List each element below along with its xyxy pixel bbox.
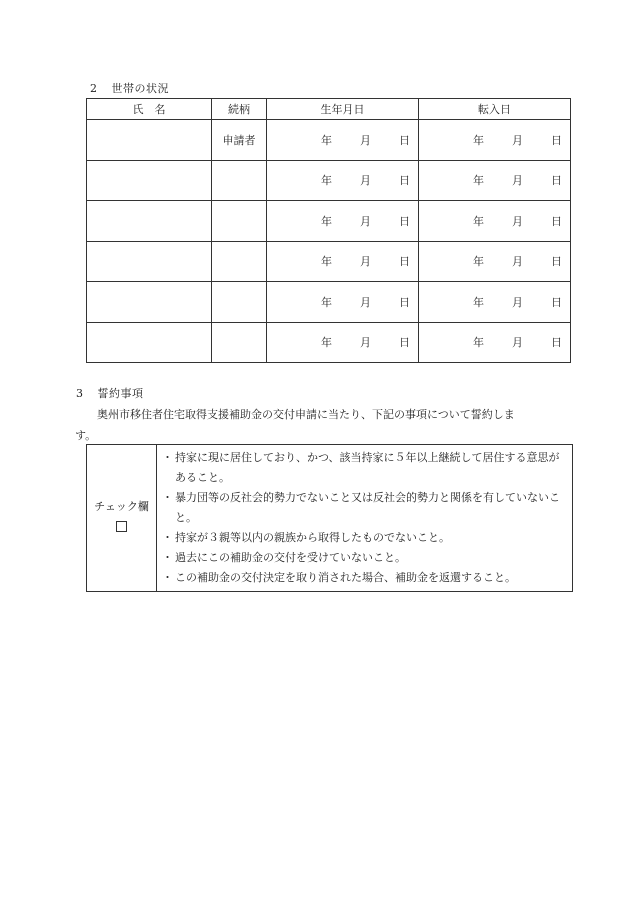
pledge-intro (75, 404, 576, 446)
list-item: ・ 暴力団等の反社会的勢力でないこと又は反社会的勢力と関係を有していないこと。 (164, 488, 565, 528)
date-unit-day: 日 (551, 214, 562, 228)
name-cell[interactable] (87, 201, 212, 242)
check-column (87, 445, 157, 592)
date-unit-year: 年 (473, 174, 484, 188)
pledge-table (86, 444, 573, 592)
section-title: 誓約事項 (97, 387, 144, 400)
move-in-date-cell[interactable] (419, 120, 571, 161)
relationship-cell[interactable] (212, 201, 267, 242)
name-cell[interactable] (87, 120, 212, 161)
section-title: 世帯の状況 (111, 82, 169, 95)
header-move-in-date: 転入日 (419, 99, 571, 120)
date-unit-day: 日 (551, 174, 562, 188)
header-birth-date: 生年月日 (267, 99, 419, 120)
date-unit-year: 年 (321, 336, 332, 350)
date-unit-day: 日 (399, 174, 410, 188)
name-cell[interactable] (87, 282, 212, 323)
date-unit-month: 月 (360, 295, 371, 309)
date-unit-day: 日 (399, 255, 410, 269)
date-unit-month: 月 (360, 214, 371, 228)
list-item: ・ 過去にこの補助金の交付を受けていないこと。 (164, 548, 565, 568)
move-in-date-cell[interactable] (419, 241, 571, 282)
date-unit-year: 年 (473, 255, 484, 269)
date-unit-day: 日 (551, 133, 562, 147)
date-unit-year: 年 (321, 255, 332, 269)
move-in-date-cell[interactable] (419, 201, 571, 242)
section-number: 3 (76, 387, 84, 400)
relationship-cell[interactable] (212, 241, 267, 282)
list-item: ・ 持家が３親等以内の親族から取得したものでないこと。 (164, 528, 565, 548)
name-cell[interactable] (87, 160, 212, 201)
table-header-row (87, 99, 571, 120)
date-unit-year: 年 (473, 336, 484, 350)
date-unit-month: 月 (360, 133, 371, 147)
date-unit-day: 日 (551, 255, 562, 269)
table-row (87, 160, 571, 201)
date-unit-month: 月 (512, 214, 523, 228)
section-3-heading (76, 385, 144, 401)
move-in-date-cell[interactable] (419, 282, 571, 323)
date-unit-day: 日 (399, 133, 410, 147)
birth-date-cell[interactable] (267, 282, 419, 323)
date-unit-month: 月 (360, 336, 371, 350)
relationship-cell[interactable] (212, 282, 267, 323)
move-in-date-cell[interactable] (419, 322, 571, 363)
pledge-items-cell (157, 445, 573, 592)
date-unit-day: 日 (399, 214, 410, 228)
pledge-intro-tail: す。 (75, 429, 97, 442)
date-unit-day: 日 (551, 336, 562, 350)
household-table (86, 98, 571, 363)
birth-date-cell[interactable] (267, 160, 419, 201)
date-unit-year: 年 (321, 174, 332, 188)
date-unit-year: 年 (473, 295, 484, 309)
date-unit-year: 年 (321, 295, 332, 309)
table-row (87, 120, 571, 161)
table-row (87, 201, 571, 242)
checkbox-icon[interactable] (116, 521, 127, 532)
date-unit-month: 月 (512, 133, 523, 147)
date-unit-year: 年 (473, 133, 484, 147)
pledge-intro-text: 奥州市移住者住宅取得支援補助金の交付申請に当たり、下記の事項について誓約しま (97, 408, 515, 421)
date-unit-day: 日 (399, 336, 410, 350)
relationship-cell[interactable]: 申請者 (212, 120, 267, 161)
date-unit-month: 月 (512, 336, 523, 350)
household-rows (87, 120, 571, 363)
date-unit-day: 日 (399, 295, 410, 309)
section-number: 2 (90, 82, 98, 95)
date-unit-year: 年 (321, 133, 332, 147)
move-in-date-cell[interactable] (419, 160, 571, 201)
date-unit-month: 月 (360, 255, 371, 269)
date-unit-year: 年 (473, 214, 484, 228)
header-relationship: 続柄 (212, 99, 267, 120)
date-unit-month: 月 (512, 174, 523, 188)
birth-date-cell[interactable] (267, 120, 419, 161)
birth-date-cell[interactable] (267, 201, 419, 242)
birth-date-cell[interactable] (267, 322, 419, 363)
table-row (87, 282, 571, 323)
list-item: ・ 持家に現に居住しており、かつ、該当持家に５年以上継続して居住する意思があること。 (164, 448, 565, 488)
section-2-heading (90, 80, 169, 96)
list-item: ・ この補助金の交付決定を取り消された場合、補助金を返還すること。 (164, 568, 565, 588)
name-cell[interactable] (87, 322, 212, 363)
check-label: チェック欄 (94, 500, 149, 513)
table-row (87, 241, 571, 282)
relationship-cell[interactable] (212, 322, 267, 363)
birth-date-cell[interactable] (267, 241, 419, 282)
table-row (87, 322, 571, 363)
date-unit-month: 月 (512, 255, 523, 269)
name-cell[interactable] (87, 241, 212, 282)
date-unit-year: 年 (321, 214, 332, 228)
date-unit-month: 月 (512, 295, 523, 309)
date-unit-day: 日 (551, 295, 562, 309)
pledge-items (158, 446, 571, 590)
date-unit-month: 月 (360, 174, 371, 188)
relationship-cell[interactable] (212, 160, 267, 201)
header-name: 氏 名 (87, 99, 212, 120)
